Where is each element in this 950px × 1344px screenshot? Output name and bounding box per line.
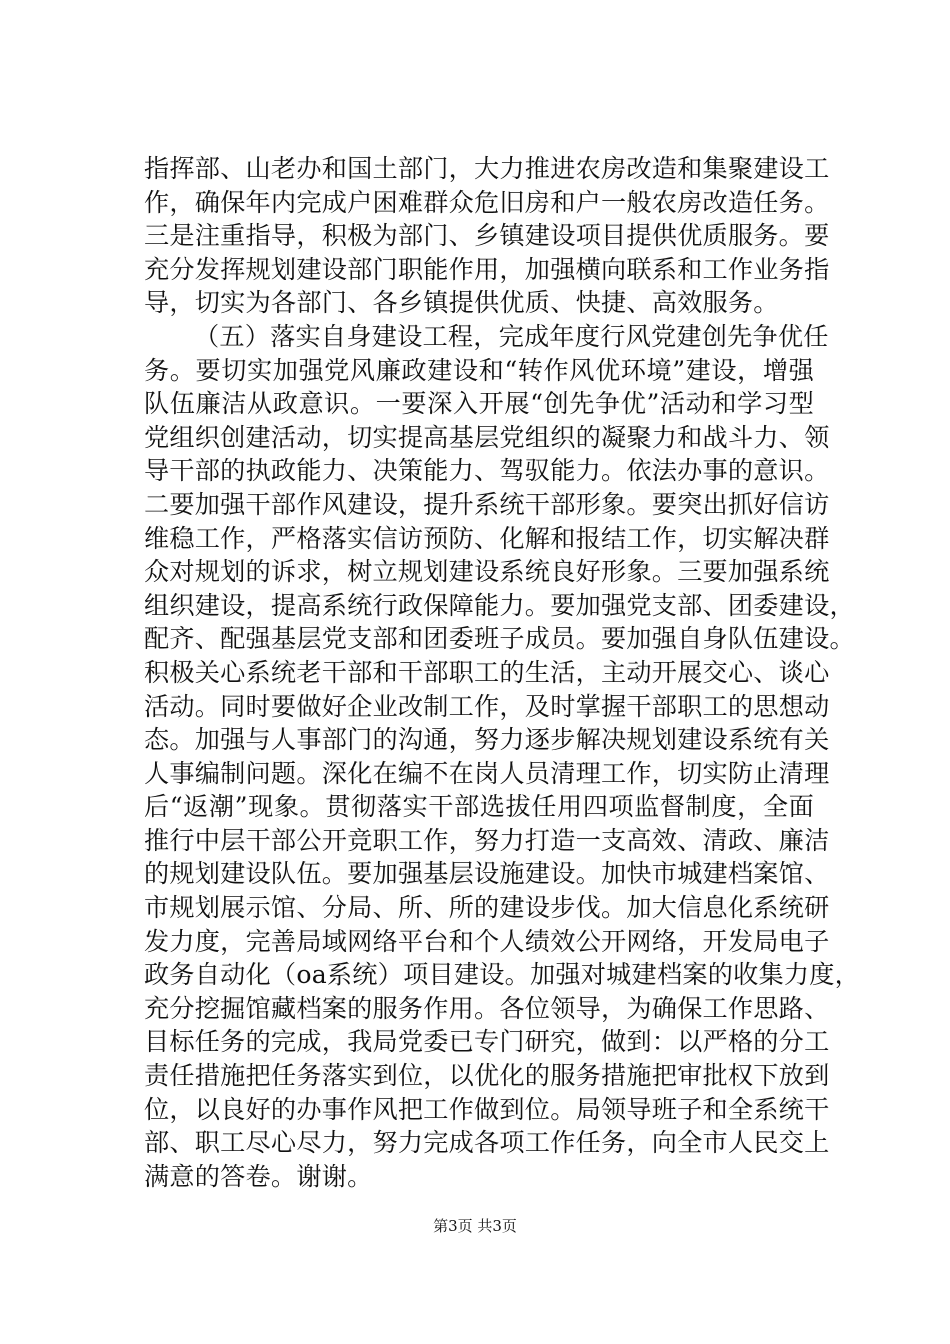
text-line: 组织建设，提高系统行政保障能力。要加强党支部、团委建设， [144,590,855,620]
text-line: 务。要切实加强党风廉政建设和“转作风优环境”建设，增强 [144,355,814,385]
text-line: 部、职工尽心尽力，努力完成各项工作任务，向全市人民交上 [144,1128,830,1158]
paragraph-start-line: （五）落实自身建设工程，完成年度行风党建创先争优任 [194,321,829,351]
text-line: 位，以良好的办事作风把工作做到位。局领导班子和全系统干 [144,1094,830,1124]
text-line: 满意的答卷。谢谢。 [144,1161,373,1191]
text-line: 态。加强与人事部门的沟通，努力逐步解决规划建设系统有关 [144,725,830,755]
text-line: 导，切实为各部门、各乡镇提供优质、快捷、高效服务。 [144,288,779,318]
text-line: 指挥部、山老办和国土部门，大力推进农房改造和集聚建设工 [144,154,830,183]
text-line: 活动。同时要做好企业改制工作，及时掌握干部职工的思想动 [144,691,830,721]
text-line: 作，确保年内完成户困难群众危旧房和户一般农房改造任务。 [144,187,830,217]
text-line: 充分发挥规划建设部门职能作用，加强横向联系和工作业务指 [144,254,830,284]
text-line: 二要加强干部作风建设，提升系统干部形象。要突出抓好信访 [144,489,830,519]
text-line: 政务自动化（oa系统）项目建设。加强对城建档案的收集力度， [144,960,861,990]
text-line: 队伍廉洁从政意识。一要深入开展“创先争优”活动和学习型 [144,389,814,419]
text-line: 发力度，完善局域网络平台和个人绩效公开网络，开发局电子 [144,926,830,956]
text-line: 推行中层干部公开竞职工作，努力打造一支高效、清政、廉洁 [144,825,830,855]
text-line: 目标任务的完成，我局党委已专门研究，做到：以严格的分工 [144,1027,830,1057]
text-line: 充分挖掘馆藏档案的服务作用。各位领导，为确保工作思路、 [144,993,830,1023]
text-line: 党组织创建活动，切实提高基层党组织的凝聚力和战斗力、领 [144,422,830,452]
text-line: 的规划建设队伍。要加强基层设施建设。加快市城建档案馆、 [144,859,830,889]
text-line: 积极关心系统老干部和干部职工的生活，主动开展交心、谈心 [144,657,830,687]
text-line: 维稳工作，严格落实信访预防、化解和报结工作，切实解决群 [144,523,830,553]
text-line: 人事编制问题。深化在编不在岗人员清理工作，切实防止清理 [144,758,830,788]
text-line: 后“返潮”现象。贯彻落实干部选拔任用四项监督制度，全面 [144,792,814,822]
text-line: 导干部的执政能力、决策能力、驾驭能力。依法办事的意识。 [144,456,830,486]
text-line: 众对规划的诉求，树立规划建设系统良好形象。三要加强系统 [144,557,830,587]
text-line: 责任措施把任务落实到位，以优化的服务措施把审批权下放到 [144,1061,830,1091]
page-number-footer: 第3页 共3页 [433,1217,517,1235]
text-line: 配齐、配强基层党支部和团委班子成员。要加强自身队伍建设。 [144,624,855,654]
document-body [144,152,861,1193]
text-line: 三是注重指导，积极为部门、乡镇建设项目提供优质服务。要 [144,221,830,251]
text-line: 市规划展示馆、分局、所、所的建设步伐。加大信息化系统研 [144,893,830,923]
